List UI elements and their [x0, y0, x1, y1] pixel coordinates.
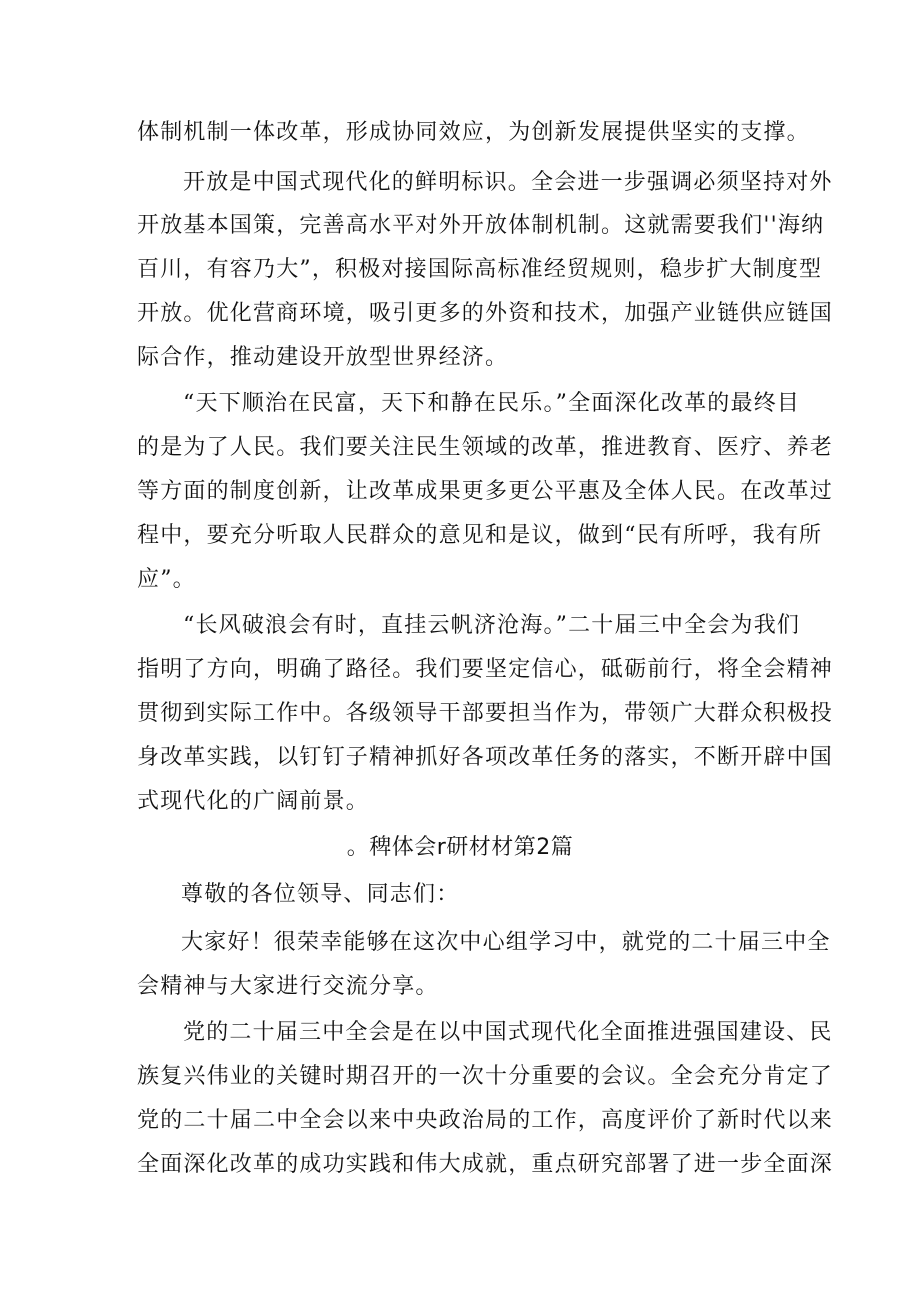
text-line: 程中，要充分听取人民群众的意见和是议，做到“民有所呼，我有所 — [137, 523, 823, 548]
text-line: 应”。 — [137, 567, 196, 592]
text-line: 身改革实践，以钉钉子精神抓好各项改革任务的落实，不断开辟中国 — [137, 745, 834, 770]
section-heading: 。稗体会r研材材第2篇 — [346, 835, 574, 860]
text-line: 的是为了人民。我们要关注民生领域的改革，推进教育、医疗、养老 — [137, 435, 834, 460]
paragraph-first-line: 开放是中国式现代化的鲜明标识。全会进一步强调必须坚持对外 — [183, 170, 833, 195]
text-line: 体制机制一体改革，形成协同效应，为创新发展提供坚实的支撑。 — [137, 120, 810, 145]
text-line: 开放基本国策，完善高水平对外开放体制机制。这就需要我们''海纳 — [137, 213, 825, 238]
paragraph-first-line: “天下顺治在民富，天下和静在民乐。”全面深化改革的最终目 — [183, 391, 801, 416]
text-line: 指明了方向，明确了路径。我们要坚定信心，砥砺前行，将全会精神 — [137, 657, 834, 682]
text-line: 开放。优化营商环境，吸引更多的外资和技术，加强产业链供应链国 — [137, 301, 834, 326]
salutation: 尊敬的各位领导、同志们： — [181, 882, 460, 907]
paragraph-first-line: 党的二十届三中全会是在以中国式现代化全面推进强国建设、民 — [183, 1020, 833, 1045]
paragraph-first-line: “长风破浪会有时，直挂云帆济沧海。”二十届三中全会为我们 — [183, 613, 801, 638]
text-line: 式现代化的广阔前景。 — [137, 789, 370, 814]
text-line: 贯彻到实际工作中。各级领导干部要担当作为，带领广大群众积极投 — [137, 701, 834, 726]
text-line: 族复兴伟业的关键时期召开的一次十分重要的会议。全会充分肯定了 — [137, 1064, 834, 1089]
text-line: 全面深化改革的成功实践和伟大成就，重点研究部署了进一步全面深 — [137, 1152, 834, 1177]
text-line: 等方面的制度创新，让改革成果更多更公平惠及全体人民。在改革过 — [137, 479, 834, 504]
text-line: 党的二十届二中全会以来中央政治局的工作，高度评价了新时代以来 — [137, 1108, 834, 1133]
text-line: 百川，有容乃大”，积极对接国际高标准经贸规则，稳步扩大制度型 — [137, 257, 823, 282]
text-line: 际合作，推动建设开放型世界经济。 — [137, 345, 509, 370]
text-line: 会精神与大家进行交流分享。 — [137, 974, 439, 999]
paragraph-first-line: 大家好！很荣幸能够在这次中心组学习中，就党的二十届三中全 — [181, 930, 831, 955]
